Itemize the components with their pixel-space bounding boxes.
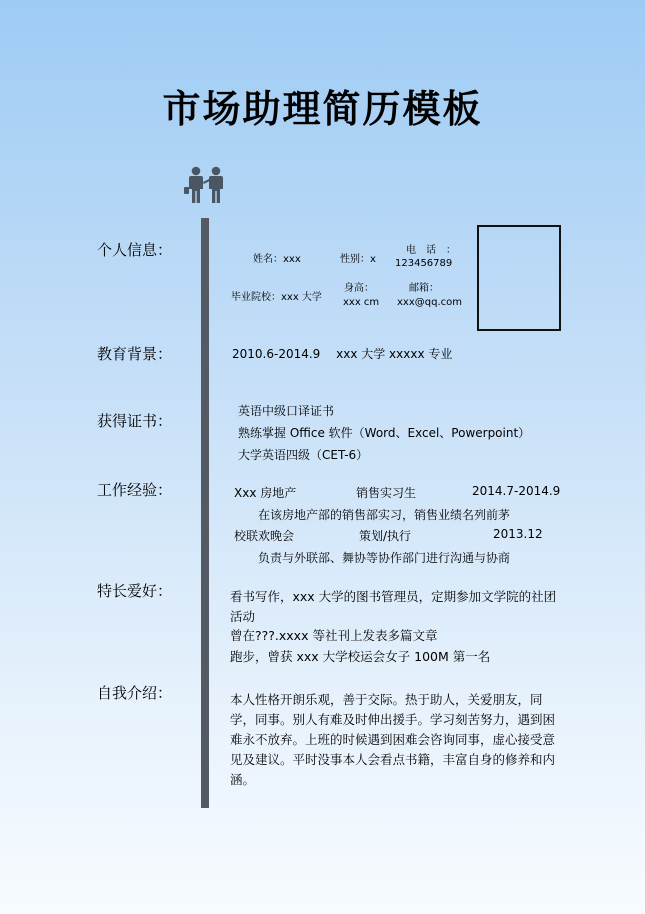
work-description: 负责与外联部、舞协等协作部门进行沟通与协商 — [258, 551, 511, 565]
label-personal-info: 个人信息： — [97, 241, 173, 259]
personal-height: xxx cm — [343, 297, 380, 308]
photo-placeholder — [477, 225, 561, 331]
work-date: 2013.12 — [493, 527, 543, 541]
work-date: 2014.7-2014.9 — [472, 484, 561, 498]
personal-email: xxx@qq.com — [397, 297, 462, 308]
label-hobbies: 特长爱好： — [97, 582, 173, 600]
certificate-item: 熟练掌握 Office 软件（Word、Excel、Powerpoint） — [238, 426, 531, 440]
personal-gender: 性别：x — [340, 254, 376, 265]
label-self-intro: 自我介绍： — [97, 684, 173, 702]
page-title: 市场助理简历模板 — [162, 87, 483, 131]
certificate-item: 英语中级口译证书 — [238, 404, 335, 418]
timeline-bar — [201, 218, 209, 808]
personal-email-label: 邮箱： — [409, 283, 439, 294]
personal-phone: 123456789 — [395, 258, 453, 269]
personal-phone-label: 电 话 ： — [406, 245, 456, 256]
personal-school: 毕业院校：xxx 大学 — [231, 292, 322, 303]
people-icon — [183, 166, 229, 204]
hobby-item: 跑步，曾获 xxx 大学校运会女子 100M 第一名 — [230, 649, 491, 664]
work-description: 在该房地产部的销售部实习，销售业绩名列前茅 — [258, 508, 511, 522]
work-role: 销售实习生 — [356, 486, 417, 500]
personal-name: 姓名：xxx — [253, 254, 301, 265]
self-intro-text: 本人性格开朗乐观，善于交际。热于助人，关爱朋友，同学，同事。别人有难及时伸出援手。学习刻苦努力，遇到困难永不放弃。上班的时候遇到困难会咨询同事，虚心接受意见及建议。平时没事本人会看点书籍，丰富自身的修养和内涵。 — [230, 692, 556, 787]
work-event: 校联欢晚会 — [234, 529, 295, 543]
education-entry: 2010.6-2014.9 xxx 大学 xxxxx 专业 — [232, 347, 453, 361]
work-role: 策划/执行 — [359, 529, 412, 543]
certificate-item: 大学英语四级（CET-6） — [238, 448, 369, 462]
label-work-experience: 工作经验： — [97, 481, 173, 499]
personal-height-label: 身高： — [344, 283, 374, 294]
hobby-item: 看书写作，xxx 大学的图书管理员，定期参加文学院的社团活动 — [230, 589, 557, 624]
work-company: Xxx 房地产 — [234, 486, 297, 500]
hobby-item: 曾在???.xxxx 等社刊上发表多篇文章 — [230, 628, 438, 643]
label-certificates: 获得证书： — [97, 412, 173, 430]
label-education: 教育背景： — [97, 345, 173, 363]
